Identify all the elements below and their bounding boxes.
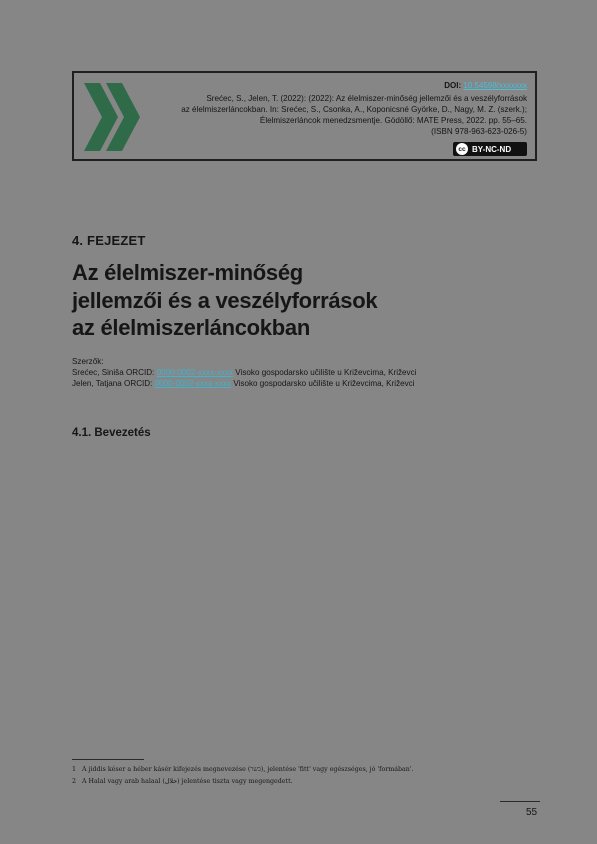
footnote: 1 A jiddis késer a héber kásér kifejezés megnevezése (כשר), jelentése 'fitt' vagy egészséges, jó 'formában'. <box>72 766 414 773</box>
author-name: Jelen, Tatjana ORCID: <box>72 379 153 388</box>
title-line: Az élelmiszer-minőség <box>72 260 303 285</box>
orcid-link[interactable]: 0000-0002-xxxx-xxxx <box>154 379 232 388</box>
title-line: jellemzői és a veszélyforrások <box>72 287 378 313</box>
chapter-label: 4. FEJEZET <box>72 233 146 248</box>
author-affiliation: Visoko gospodarsko učilište u Križevcima, Križevci <box>235 368 417 377</box>
doi-label: DOI: <box>444 81 462 90</box>
citation-line: Élelmiszerláncok menedzsmentje. Gödöllő: MATE Press, 2022. pp. 55–65. <box>259 116 527 125</box>
citation-line: az élelmiszerláncokban. In: Srećec, S., Csonka, A., Koponicsné Györke, D., Nagy, M. Z. (szerk.); <box>181 105 527 114</box>
license-badge[interactable] <box>453 142 527 156</box>
footnote-divider <box>72 759 144 760</box>
doi-line <box>444 81 527 92</box>
footnotes <box>72 764 414 788</box>
orcid-link[interactable]: 0000-0002-xxxx-xxxx <box>156 368 234 377</box>
page-number-divider <box>500 801 540 802</box>
chevron-logo-icon <box>82 81 144 153</box>
page-title <box>72 259 542 342</box>
doi-link[interactable]: 10.54598/xxxxxxx <box>463 81 527 90</box>
author-line <box>72 367 416 378</box>
citation-line: (ISBN 978-963-623-026-5) <box>431 127 527 136</box>
cc-icon: cc <box>456 143 468 155</box>
section-heading: 4.1. Bevezetés <box>72 427 151 439</box>
author-affiliation: Visoko gospodarsko učilište u Križevcima, Križevci <box>233 379 415 388</box>
author-line <box>72 378 416 389</box>
license-text: BY-NC-ND <box>472 144 512 154</box>
authors-block <box>72 356 416 389</box>
authors-label: Szerzők: <box>72 357 104 366</box>
footnote: 2 A Halal vagy arab halaal (حلال) jelentése tiszta vagy megengedett. <box>72 778 293 785</box>
citation-box <box>72 71 537 161</box>
title-line: az élelmiszerláncokban <box>72 315 310 340</box>
citation-line: Srećec, S., Jelen, T. (2022): (2022): Az élelmiszer-minőség jellemzői és a veszélyforrások <box>206 94 527 103</box>
author-name: Srećec, Siniša ORCID: <box>72 368 155 377</box>
page-number: 55 <box>526 807 538 818</box>
